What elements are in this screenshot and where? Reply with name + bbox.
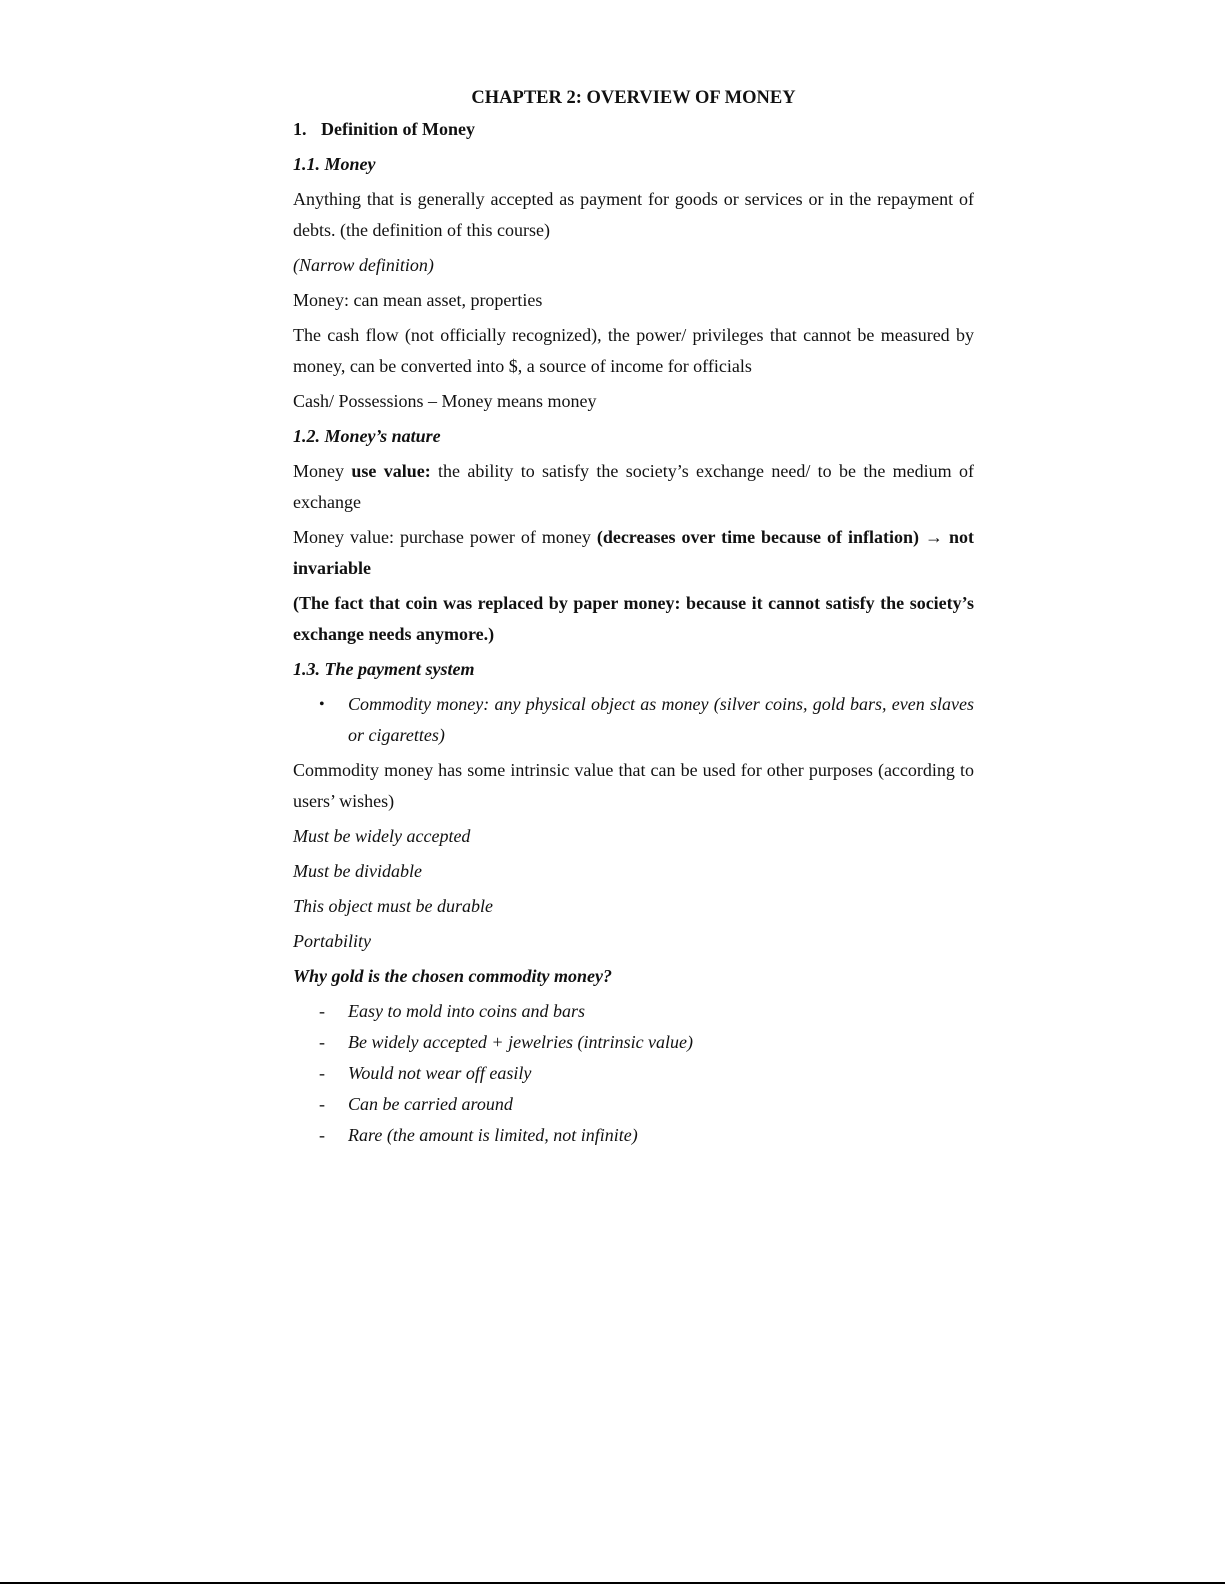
section-number: 1. bbox=[293, 119, 307, 139]
list-item-text: Can be carried around bbox=[348, 1094, 513, 1114]
list-item-text: Rare (the amount is limited, not infinite) bbox=[348, 1125, 638, 1145]
paragraph-cash-flow: The cash flow (not officially recognized), the power/ privileges that cannot be measured by money, can be converted into $, a source of income for officials bbox=[293, 325, 974, 376]
question-heading-gold: Why gold is the chosen commodity money? bbox=[293, 966, 612, 986]
dash-marker: - bbox=[319, 1125, 325, 1145]
paragraph-narrow-definition: (Narrow definition) bbox=[293, 255, 434, 275]
bullet-list bbox=[293, 689, 974, 751]
requirement-durable: This object must be durable bbox=[293, 896, 493, 916]
document-body bbox=[293, 86, 974, 1155]
dash-list bbox=[293, 996, 974, 1151]
section-heading-definition bbox=[293, 114, 974, 145]
paragraph-coin-replaced: (The fact that coin was replaced by paper money: because it cannot satisfy the society’s exchange needs anymore.) bbox=[293, 593, 974, 644]
list-item bbox=[293, 1058, 974, 1089]
subsection-heading-payment-system: 1.3. The payment system bbox=[293, 659, 475, 679]
paragraph-money-value bbox=[293, 522, 974, 584]
list-item-text: Commodity money: any physical object as money (silver coins, gold bars, even slaves or cigarettes) bbox=[348, 694, 974, 745]
chapter-title: CHAPTER 2: OVERVIEW OF MONEY bbox=[471, 88, 796, 108]
dash-marker: - bbox=[319, 1001, 325, 1021]
paragraph-definition: Anything that is generally accepted as payment for goods or services or in the repayment of debts. (the definition of this course) bbox=[293, 189, 974, 240]
bold-term-use-value: use value: bbox=[351, 461, 431, 481]
paragraph-intrinsic-value: Commodity money has some intrinsic value that can be used for other purposes (according to users’ wishes) bbox=[293, 760, 974, 811]
list-item bbox=[293, 689, 974, 751]
requirement-dividable: Must be dividable bbox=[293, 861, 422, 881]
list-item bbox=[293, 1089, 974, 1120]
list-item-text: Would not wear off easily bbox=[348, 1063, 532, 1083]
subsection-heading-money: 1.1. Money bbox=[293, 154, 376, 174]
text-run: Money bbox=[293, 461, 352, 481]
paragraph-use-value bbox=[293, 456, 974, 518]
dash-marker: - bbox=[319, 1032, 325, 1052]
dash-marker: - bbox=[319, 1094, 325, 1114]
text-run: the ability to satisfy the society’s exchange need/ to be the medium of exchange bbox=[293, 461, 974, 512]
text-run: Money value: purchase power of money bbox=[293, 527, 597, 547]
paragraph-cash-possessions: Cash/ Possessions – Money means money bbox=[293, 391, 597, 411]
subsection-heading-nature: 1.2. Money’s nature bbox=[293, 426, 441, 446]
list-item bbox=[293, 1027, 974, 1058]
section-heading-text: Definition of Money bbox=[321, 119, 475, 139]
dash-marker: - bbox=[319, 1063, 325, 1083]
page-bottom-border bbox=[0, 1582, 1225, 1584]
paragraph-money-meaning: Money: can mean asset, properties bbox=[293, 290, 543, 310]
bold-note-inflation: (decreases over time because of inflation) → not invariable bbox=[293, 527, 974, 578]
list-item bbox=[293, 996, 974, 1027]
requirement-accepted: Must be widely accepted bbox=[293, 826, 471, 846]
list-item-text: Easy to mold into coins and bars bbox=[348, 1001, 585, 1021]
requirement-portability: Portability bbox=[293, 931, 371, 951]
bullet-marker: • bbox=[319, 696, 325, 713]
list-item bbox=[293, 1120, 974, 1151]
list-item-text: Be widely accepted + jewelries (intrinsic value) bbox=[348, 1032, 694, 1052]
